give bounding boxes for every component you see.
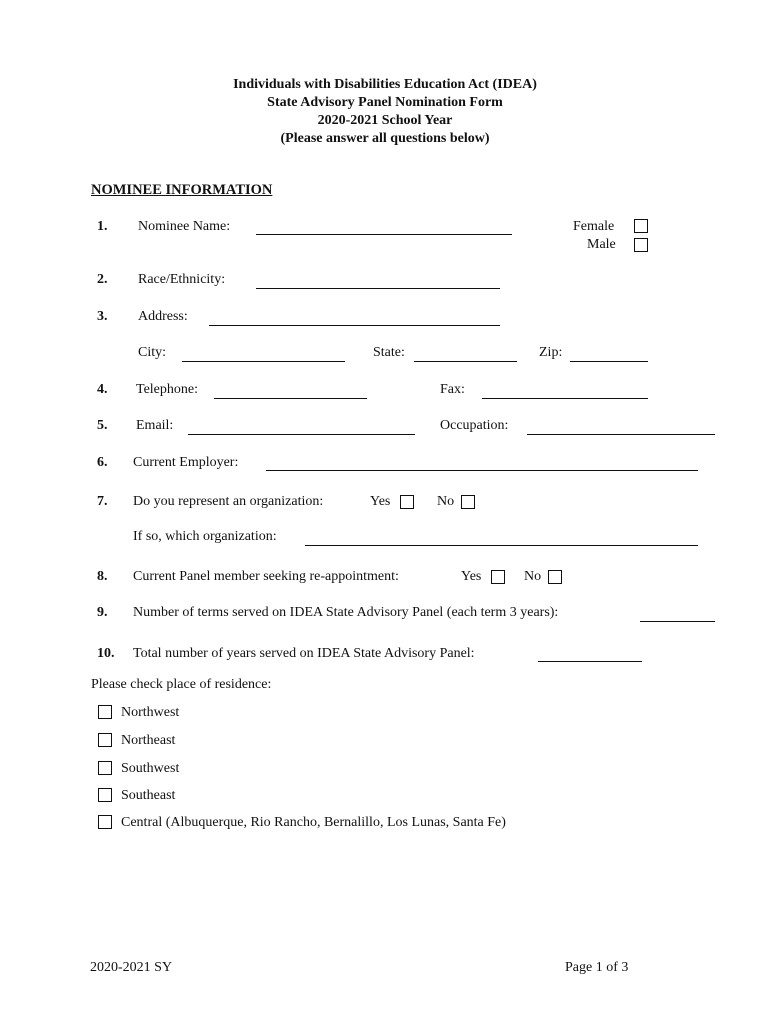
residence-prompt: Please check place of residence: (91, 677, 272, 692)
occupation-label: Occupation: (440, 418, 509, 433)
footer-school-year: 2020-2021 SY (90, 960, 173, 975)
q7-number: 7. (97, 494, 108, 509)
q8-yes-checkbox[interactable] (491, 570, 505, 584)
which-organization-field[interactable] (305, 545, 698, 546)
nominee-name-field[interactable] (256, 234, 512, 235)
q9-number: 9. (97, 605, 108, 620)
race-ethnicity-label: Race/Ethnicity: (138, 272, 226, 287)
central-label: Central (Albuquerque, Rio Rancho, Bernalillo, Los Lunas, Santa Fe) (121, 815, 506, 830)
q4-number: 4. (97, 382, 108, 397)
reappointment-label: Current Panel member seeking re-appointment: (133, 569, 399, 584)
zip-field[interactable] (570, 361, 648, 362)
state-field[interactable] (414, 361, 517, 362)
q8-number: 8. (97, 569, 108, 584)
fax-label: Fax: (440, 382, 465, 397)
form-title: Individuals with Disabilities Education Act (IDEA) (233, 77, 537, 92)
male-checkbox[interactable] (634, 238, 648, 252)
q8-no-checkbox[interactable] (548, 570, 562, 584)
city-field[interactable] (182, 361, 345, 362)
race-ethnicity-field[interactable] (256, 288, 500, 289)
occupation-field[interactable] (527, 434, 715, 435)
current-employer-label: Current Employer: (133, 455, 239, 470)
section-title: NOMINEE INFORMATION (91, 182, 273, 198)
q6-number: 6. (97, 455, 108, 470)
q2-number: 2. (97, 272, 108, 287)
southeast-checkbox[interactable] (98, 788, 112, 802)
q7-yes-label: Yes (370, 494, 391, 509)
q8-no-label: No (524, 569, 542, 584)
years-served-field[interactable] (538, 661, 642, 662)
q7-yes-checkbox[interactable] (400, 495, 414, 509)
female-label: Female (573, 219, 615, 234)
q7-no-checkbox[interactable] (461, 495, 475, 509)
q5-number: 5. (97, 418, 108, 433)
terms-served-field[interactable] (640, 621, 715, 622)
q10-number: 10. (97, 646, 115, 661)
form-subtitle: State Advisory Panel Nomination Form (267, 95, 503, 110)
q3-number: 3. (97, 309, 108, 324)
q8-yes-label: Yes (461, 569, 482, 584)
southwest-label: Southwest (121, 761, 180, 776)
central-checkbox[interactable] (98, 815, 112, 829)
address-field[interactable] (209, 325, 500, 326)
female-checkbox[interactable] (634, 219, 648, 233)
organization-question-label: Do you represent an organization: (133, 494, 324, 509)
email-label: Email: (136, 418, 174, 433)
school-year: 2020-2021 School Year (317, 113, 453, 128)
address-label: Address: (138, 309, 188, 324)
fax-field[interactable] (482, 398, 648, 399)
telephone-label: Telephone: (136, 382, 198, 397)
southwest-checkbox[interactable] (98, 761, 112, 775)
which-organization-label: If so, which organization: (133, 529, 277, 544)
northwest-label: Northwest (121, 705, 180, 720)
email-field[interactable] (188, 434, 415, 435)
male-label: Male (587, 237, 616, 252)
instructions: (Please answer all questions below) (280, 131, 490, 146)
q7-no-label: No (437, 494, 455, 509)
state-label: State: (373, 345, 405, 360)
years-served-label: Total number of years served on IDEA State Advisory Panel: (133, 646, 475, 661)
current-employer-field[interactable] (266, 470, 698, 471)
southeast-label: Southeast (121, 788, 176, 803)
nominee-name-label: Nominee Name: (138, 219, 231, 234)
terms-served-label: Number of terms served on IDEA State Advisory Panel (each term 3 years): (133, 605, 559, 620)
q1-number: 1. (97, 219, 108, 234)
zip-label: Zip: (539, 345, 563, 360)
telephone-field[interactable] (214, 398, 367, 399)
page-number: Page 1 of 3 (565, 960, 629, 975)
city-label: City: (138, 345, 167, 360)
northeast-checkbox[interactable] (98, 733, 112, 747)
northeast-label: Northeast (121, 733, 176, 748)
northwest-checkbox[interactable] (98, 705, 112, 719)
